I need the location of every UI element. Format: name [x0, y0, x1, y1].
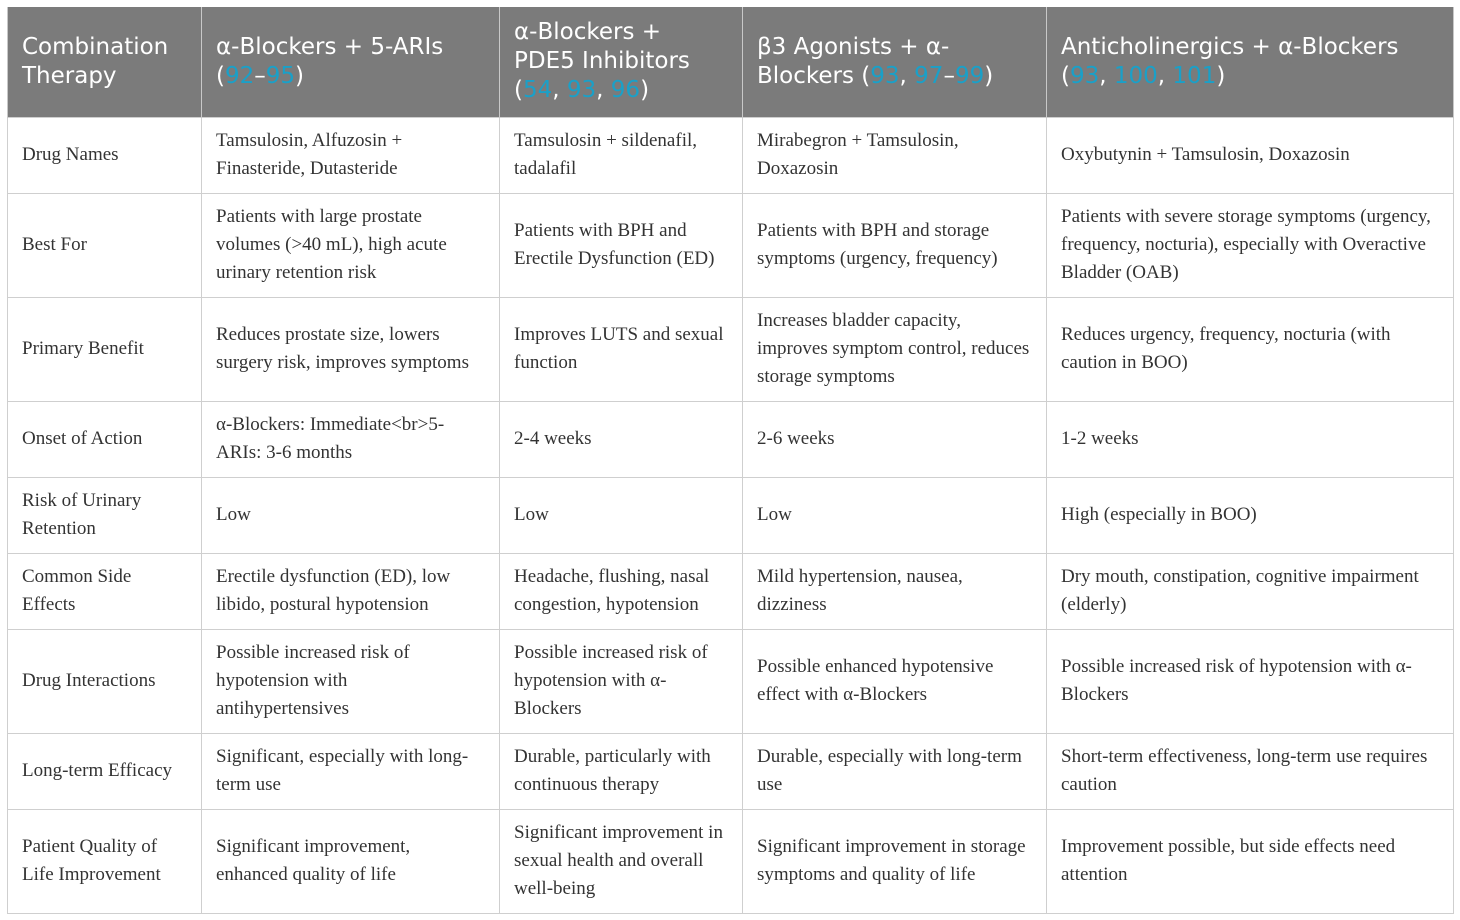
table-cell: Low: [500, 477, 743, 553]
table-row: [8, 401, 1454, 477]
reference-link[interactable]: 92: [224, 62, 255, 89]
header-text: ): [640, 77, 650, 104]
table-row: [8, 297, 1454, 401]
table-cell: α-Blockers: Immediate<br>5-ARIs: 3-6 months: [202, 401, 500, 477]
table-cell: Tamsulosin, Alfuzosin + Finasteride, Dutasteride: [202, 117, 500, 193]
header-text: ): [1216, 62, 1226, 89]
table-row: [8, 193, 1454, 297]
table-cell: Possible increased risk of hypotension with α-Blockers: [500, 629, 743, 733]
header-cell: [202, 7, 500, 117]
header-row: [8, 7, 1454, 117]
table-body: [8, 117, 1454, 913]
table-cell: Significant, especially with long-term use: [202, 733, 500, 809]
reference-link[interactable]: 96: [610, 77, 641, 104]
table-cell: Reduces prostate size, lowers surgery risk, improves symptoms: [202, 297, 500, 401]
row-label: Drug Interactions: [8, 629, 202, 733]
row-label: Best For: [8, 193, 202, 297]
table-cell: Short-term effectiveness, long-term use requires caution: [1047, 733, 1454, 809]
table-cell: Oxybutynin + Tamsulosin, Doxazosin: [1047, 117, 1454, 193]
row-label: Long-term Efficacy: [8, 733, 202, 809]
table-cell: Improves LUTS and sexual function: [500, 297, 743, 401]
header-text: β3 Agonists + α-Blockers (: [757, 33, 950, 89]
reference-link[interactable]: 100: [1113, 62, 1158, 89]
table-cell: Patients with BPH and storage symptoms (urgency, frequency): [743, 193, 1047, 297]
table-cell: Durable, especially with long-term use: [743, 733, 1047, 809]
reference-link[interactable]: 97: [914, 62, 944, 89]
header-text: Combination Therapy: [22, 33, 169, 89]
reference-link[interactable]: 93: [870, 62, 900, 89]
table-cell: Patients with severe storage symptoms (urgency, frequency, nocturia), especially with Overactive Bladder (OAB): [1047, 193, 1454, 297]
table-cell: Increases bladder capacity, improves symptom control, reduces storage symptoms: [743, 297, 1047, 401]
table-cell: Dry mouth, constipation, cognitive impairment (elderly): [1047, 553, 1454, 629]
table-cell: Low: [743, 477, 1047, 553]
row-label: Onset of Action: [8, 401, 202, 477]
row-label: Patient Quality of Life Improvement: [8, 809, 202, 913]
row-label: Primary Benefit: [8, 297, 202, 401]
table-row: [8, 809, 1454, 913]
header-cell: [1047, 7, 1454, 117]
table-row: [8, 629, 1454, 733]
header-text: ,: [596, 77, 611, 104]
row-label: Common Side Effects: [8, 553, 202, 629]
reference-link[interactable]: 95: [265, 62, 296, 89]
header-text: α-Blockers + 5-ARIs (: [216, 33, 444, 89]
table-cell: 2-6 weeks: [743, 401, 1047, 477]
reference-link[interactable]: 54: [522, 77, 553, 104]
table-row: [8, 117, 1454, 193]
table-cell: Significant improvement in sexual health and overall well-being: [500, 809, 743, 913]
header-text: –: [254, 62, 266, 89]
row-label: Risk of Urinary Retention: [8, 477, 202, 553]
table-cell: Erectile dysfunction (ED), low libido, postural hypotension: [202, 553, 500, 629]
table-cell: Tamsulosin + sildenafil, tadalafil: [500, 117, 743, 193]
header-text: Anticholinergics + α-Blockers (: [1061, 33, 1399, 89]
table-cell: Low: [202, 477, 500, 553]
table-row: [8, 733, 1454, 809]
table-cell: Possible increased risk of hypotension with antihypertensives: [202, 629, 500, 733]
table-cell: Possible increased risk of hypotension with α-Blockers: [1047, 629, 1454, 733]
comparison-table: [7, 7, 1454, 914]
table-cell: Durable, particularly with continuous therapy: [500, 733, 743, 809]
table-cell: High (especially in BOO): [1047, 477, 1454, 553]
reference-link[interactable]: 101: [1172, 62, 1217, 89]
table-row: [8, 553, 1454, 629]
table-cell: Significant improvement, enhanced quality of life: [202, 809, 500, 913]
reference-link[interactable]: 93: [1069, 62, 1100, 89]
table-cell: Reduces urgency, frequency, nocturia (with caution in BOO): [1047, 297, 1454, 401]
reference-link[interactable]: 93: [566, 77, 597, 104]
reference-link[interactable]: 99: [954, 62, 985, 89]
header-text: ,: [552, 77, 567, 104]
row-label: Drug Names: [8, 117, 202, 193]
table-cell: 2-4 weeks: [500, 401, 743, 477]
header-cell: [743, 7, 1047, 117]
table-cell: Patients with large prostate volumes (>40 mL), high acute urinary retention risk: [202, 193, 500, 297]
table-cell: Possible enhanced hypotensive effect with α-Blockers: [743, 629, 1047, 733]
header-text: ): [984, 62, 994, 89]
header-text: ): [295, 62, 305, 89]
table-cell: Mild hypertension, nausea, dizziness: [743, 553, 1047, 629]
table-cell: Headache, flushing, nasal congestion, hypotension: [500, 553, 743, 629]
header-text: –: [943, 62, 955, 89]
header-cell: [8, 7, 202, 117]
header-cell: [500, 7, 743, 117]
table-cell: Significant improvement in storage symptoms and quality of life: [743, 809, 1047, 913]
table-header: [8, 7, 1454, 117]
table-cell: Improvement possible, but side effects need attention: [1047, 809, 1454, 913]
table-cell: Patients with BPH and Erectile Dysfunction (ED): [500, 193, 743, 297]
header-text: ,: [899, 62, 915, 89]
table-cell: 1-2 weeks: [1047, 401, 1454, 477]
header-text: ,: [1157, 62, 1173, 89]
header-text: ,: [1099, 62, 1114, 89]
table-row: [8, 477, 1454, 553]
header-text: α-Blockers + PDE5 Inhibitors (: [514, 19, 690, 104]
table-cell: Mirabegron + Tamsulosin, Doxazosin: [743, 117, 1047, 193]
